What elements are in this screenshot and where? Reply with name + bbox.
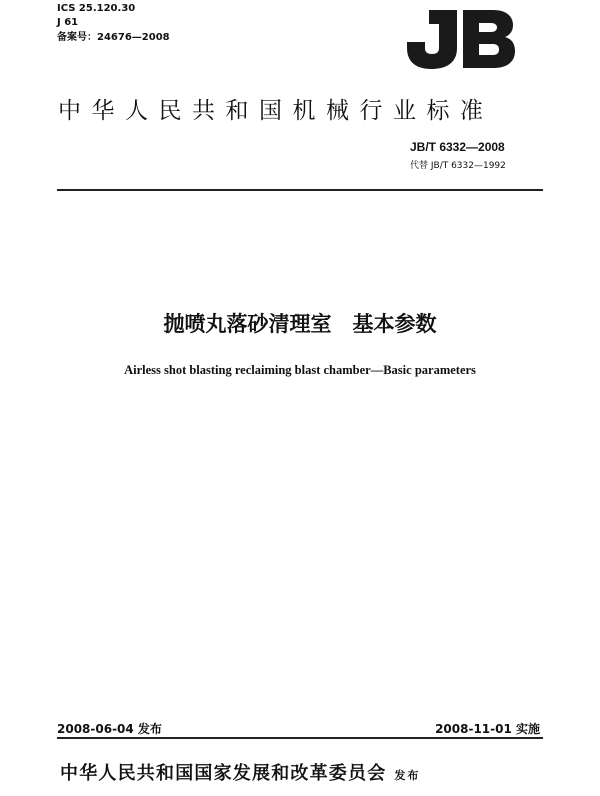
footer-divider xyxy=(57,737,543,739)
document-title-chinese: 抛喷丸落砂清理室 基本参数 xyxy=(163,312,437,336)
standard-number: JB/T 6332—2008 xyxy=(410,140,505,154)
header-divider xyxy=(57,189,543,191)
document-title-english: Airless shot blasting reclaiming blast chamber—Basic parameters xyxy=(124,363,476,377)
clc-code: J 61 xyxy=(57,17,79,28)
record-number: 备案号：24676—2008 xyxy=(57,32,170,43)
publisher-suffix: 发布 xyxy=(394,769,421,782)
ics-code: ICS 25.120.30 xyxy=(57,3,136,14)
jb-logo-shapes xyxy=(407,10,515,69)
issue-date: 2008-06-04 发布 xyxy=(57,722,162,736)
publisher-line xyxy=(60,759,540,785)
jb-logo xyxy=(405,8,517,70)
industry-standard-title: 中华人民共和国机械行业标准 xyxy=(58,98,494,124)
publisher-name: 中华人民共和国国家发展和改革委员会 xyxy=(60,763,387,784)
implementation-date: 2008-11-01 实施 xyxy=(435,722,540,736)
replaces-standard: 代替 JB/T 6332—1992 xyxy=(410,161,506,171)
